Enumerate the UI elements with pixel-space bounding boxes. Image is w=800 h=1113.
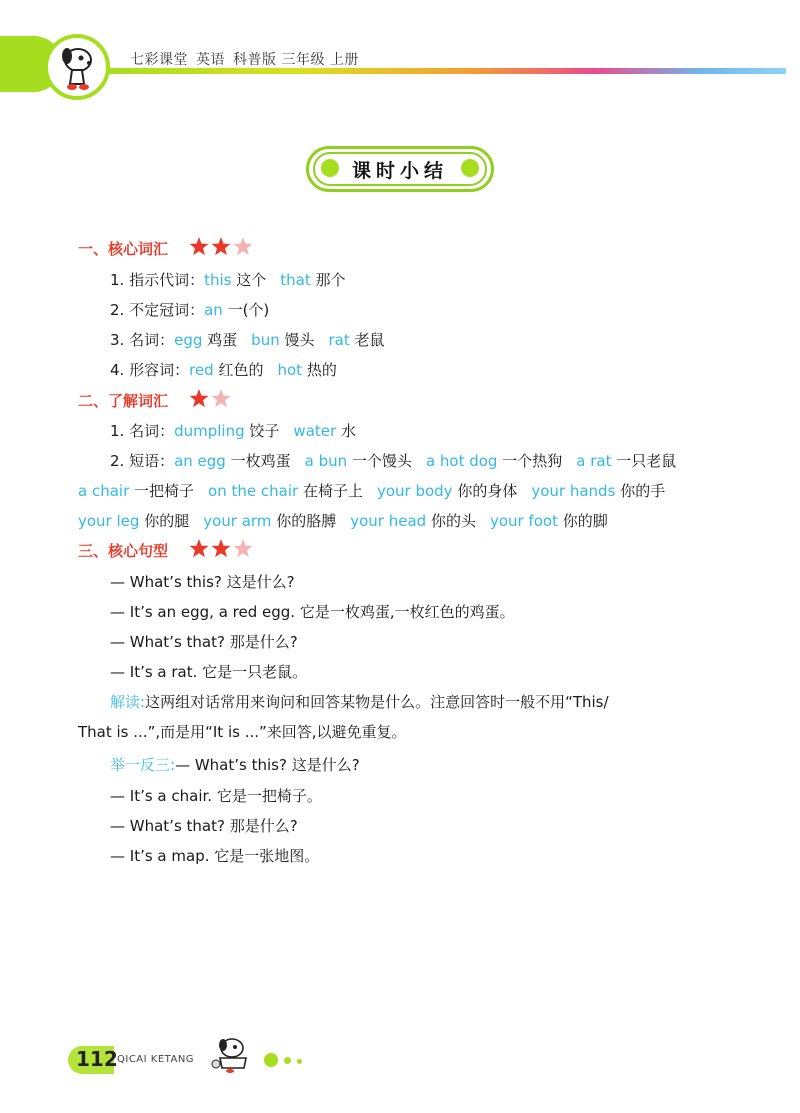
section-title-core-sentences: 三、核心句型: [78, 542, 169, 560]
dog-mascot-icon: [50, 38, 106, 94]
list-item: 1. 名词：dumpling 饺子 water 水: [110, 422, 356, 440]
dialogue-line: — It’s an egg, a red egg. 它是一枚鸡蛋,一枚红色的鸡蛋。: [110, 603, 515, 621]
page-title: 课时小结: [351, 160, 448, 182]
example-line: — What’s that? 那是什么?: [110, 817, 298, 835]
explanation-note: 解读:这两组对话常用来询问和回答某物是什么。注意回答时一般不用“This/: [110, 693, 609, 711]
rating-stars-icon: [188, 236, 262, 258]
list-item: 4. 形容词：red 红色的 hot 热的: [110, 361, 337, 379]
header-subject: 英语: [196, 52, 225, 68]
dialogue-line: — What’s this? 这是什么?: [110, 573, 295, 591]
section-title-core-vocab: 一、核心词汇: [78, 240, 169, 258]
header-series: 七彩课堂: [130, 52, 188, 68]
footer-dot-small: [297, 1059, 302, 1064]
summary-badge: [306, 146, 494, 192]
star-icon: [190, 539, 209, 557]
list-item: 1. 指示代词：this 这个 that 那个: [110, 271, 346, 289]
list-item: 2. 短语：an egg 一枚鸡蛋 a bun 一个馒头 a hot dog 一个热狗 a rat 一只老鼠: [110, 452, 677, 470]
star-icon: [190, 237, 209, 255]
example-line: 举一反三:— What’s this? 这是什么?: [110, 756, 360, 774]
half-star-icon: [234, 237, 253, 255]
example-line: — It’s a map. 它是一张地图。: [110, 847, 320, 865]
star-icon: [212, 539, 231, 557]
half-star-icon: [234, 539, 253, 557]
example-line: — It’s a chair. 它是一把椅子。: [110, 787, 322, 805]
note-label: 解读:: [110, 693, 146, 711]
list-item: a chair 一把椅子 on the chair 在椅子上 your body 你的身体 your hands 你的手: [78, 482, 666, 500]
footer-dot-large: [264, 1053, 278, 1067]
footer-brand: QICAI KETANG: [117, 1054, 195, 1065]
header-edition: 科普版 三年级 上册: [233, 52, 359, 68]
example-label: 举一反三:: [110, 756, 176, 774]
dialogue-line: — What’s that? 那是什么?: [110, 633, 298, 651]
page-number: 112: [76, 1047, 118, 1071]
list-item: your leg 你的腿 your arm 你的胳膊 your head 你的头 your foot 你的脚: [78, 512, 608, 530]
star-icon: [190, 389, 209, 407]
star-icon: [212, 237, 231, 255]
dog-mascot-icon: [206, 1032, 254, 1074]
rating-stars-icon: [188, 538, 262, 560]
header-title: [130, 49, 367, 69]
list-item: 2. 不定冠词：an 一(个): [110, 301, 270, 319]
half-star-icon: [212, 389, 231, 407]
explanation-note-cont: That is ...”,而是用“It is ...”来回答,以避免重复。: [78, 723, 407, 741]
list-item: 3. 名词：egg 鸡蛋 bun 馒头 rat 老鼠: [110, 331, 385, 349]
dialogue-line: — It’s a rat. 它是一只老鼠。: [110, 663, 308, 681]
footer-dot-medium: [284, 1057, 291, 1064]
section-title-extra-vocab: 二、了解词汇: [78, 392, 169, 410]
rating-stars-icon: [188, 388, 262, 410]
